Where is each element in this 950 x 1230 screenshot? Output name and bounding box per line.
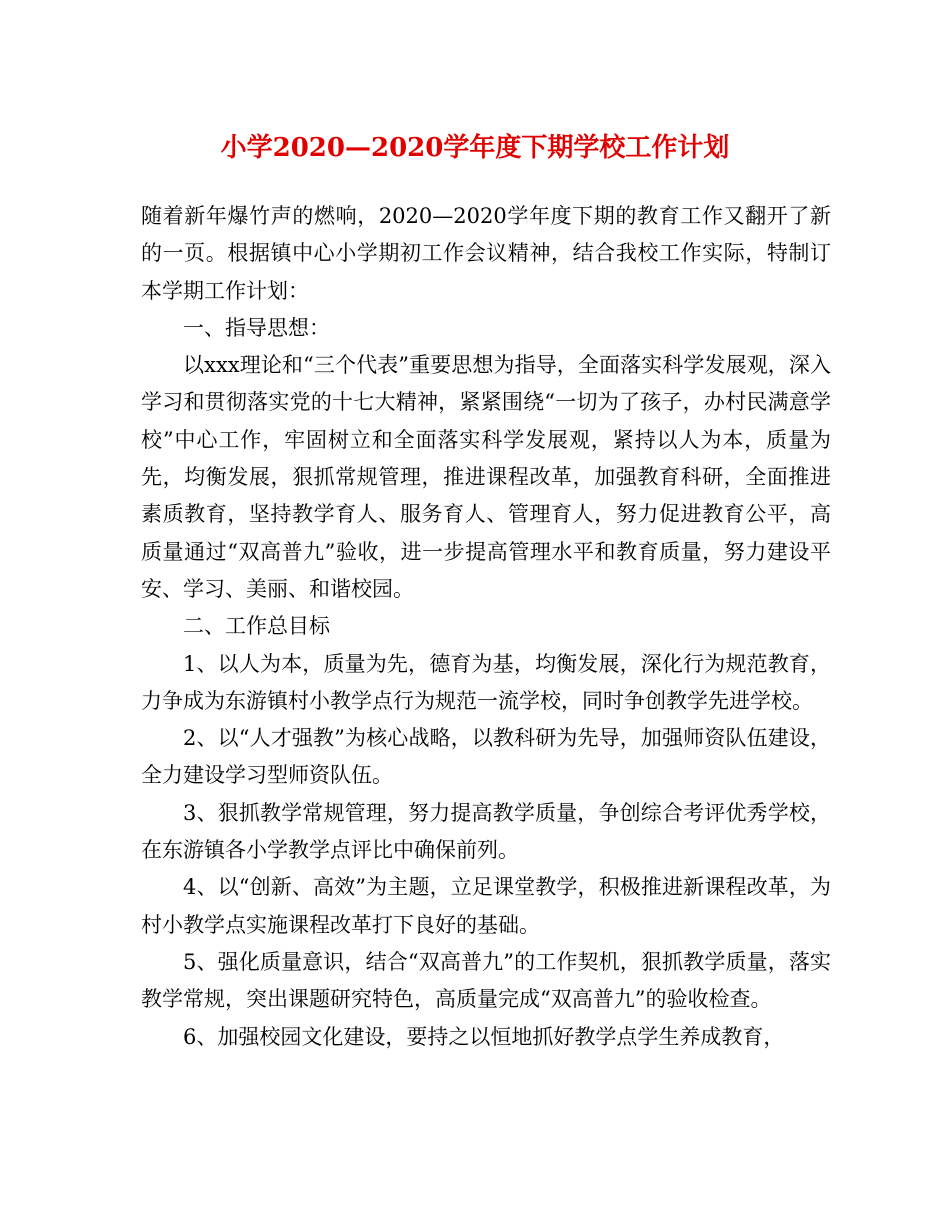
document-body: [141, 198, 831, 1056]
section-heading-overall-goals: 二、工作总目标: [183, 614, 330, 639]
goal-item-1: 1、以人为本，质量为先，德育为基，均衡发展，深化行为规范教育，力争成为东游镇村小教学点行为规范一流学校，同时争创教学先进学校。: [141, 651, 831, 713]
goal-item-2: 2、以“人才强教”为核心战略，以教科研为先导，加强师资队伍建设，全力建设学习型师资队伍。: [141, 726, 831, 788]
intro-paragraph: 随着新年爆竹声的燃响，2020—2020学年度下期的教育工作又翻开了新的一页。根据镇中心小学期初工作会议精神，结合我校工作实际，特制订本学期工作计划：: [141, 204, 831, 303]
guiding-thought-paragraph: 以xxx理论和“三个代表”重要思想为指导，全面落实科学发展观，深入学习和贯彻落实党的十七大精神，紧紧围绕“一切为了孩子，办村民满意学校”中心工作，牢固树立和全面落实科学发展观，紧持以人为本，质量为先，均衡发展，狠抓常规管理，推进课程改革，加强教育科研，全面推进素质教育，坚持教学育人、服务育人、管理育人，努力促进教育公平，高质量通过“双高普九”验收，进一步提高管理水平和教育质量，努力建设平安、学习、美丽、和谐校园。: [141, 353, 831, 601]
goal-item-4: 4、以“创新、高效”为主题，立足课堂教学，积极推进新课程改革，为村小教学点实施课程改革打下良好的基础。: [141, 875, 831, 937]
goal-item-5: 5、强化质量意识，结合“双高普九”的工作契机，狠抓教学质量，落实教学常规，突出课题研究特色，高质量完成“双高普九”的验收检查。: [141, 949, 831, 1012]
goal-item-6: 6、加强校园文化建设，要持之以恒地抓好教学点学生养成教育，: [183, 1024, 785, 1049]
goal-item-3: 3、狠抓教学常规管理，努力提高教学质量，争创综合考评优秀学校，在东游镇各小学教学点评比中确保前列。: [141, 800, 831, 863]
document-title: 小学2020—2020学年度下期学校工作计划: [220, 133, 730, 163]
section-heading-guiding-thought: 一、指导思想：: [183, 315, 330, 340]
